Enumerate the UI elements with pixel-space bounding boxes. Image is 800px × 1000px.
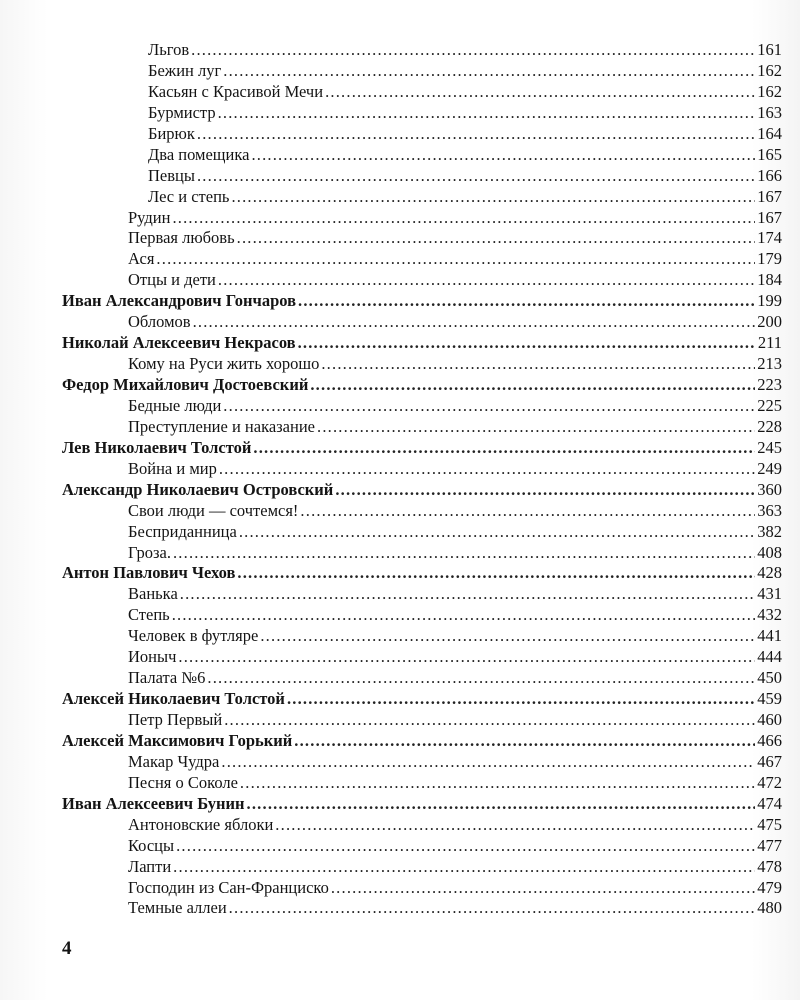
toc-entry-title: Лес и степь (148, 186, 230, 206)
toc-entry-page: 228 (757, 416, 782, 436)
toc-entry-page: 382 (757, 521, 782, 541)
toc-work-entry (62, 166, 782, 187)
toc-work-entry (62, 228, 782, 249)
toc-entry-title: Иван Александрович Гончаров (62, 291, 296, 311)
dot-leader (298, 291, 755, 312)
toc-entry-title: Иван Алексеевич Бунин (62, 793, 245, 813)
dot-leader (176, 836, 755, 857)
dot-leader (231, 187, 755, 208)
toc-work-entry (62, 103, 782, 124)
dot-leader (221, 752, 755, 773)
dot-leader (335, 480, 755, 501)
toc-entry-page: 363 (757, 500, 782, 520)
toc-entry-title: Преступление и наказание (128, 416, 315, 436)
toc-author-entry (62, 480, 782, 501)
toc-entry-page: 450 (757, 668, 782, 688)
toc-author-entry (62, 291, 782, 312)
toc-entry-page: 164 (757, 123, 782, 143)
toc-author-entry (62, 689, 782, 710)
toc-work-entry (62, 501, 782, 522)
toc-entry-page: 431 (757, 584, 782, 604)
toc-entry-title: Темные аллеи (128, 898, 227, 918)
toc-entry-page: 166 (757, 165, 782, 185)
toc-work-entry (62, 647, 782, 668)
toc-work-entry (62, 187, 782, 208)
toc-entry-title: Алексей Николаевич Толстой (62, 689, 285, 709)
dot-leader (229, 898, 756, 919)
toc-entry-page: 249 (757, 458, 782, 478)
toc-work-entry (62, 145, 782, 166)
toc-entry-page: 459 (757, 689, 782, 709)
toc-entry-page: 162 (757, 81, 782, 101)
dot-leader (224, 710, 755, 731)
toc-entry-title: Антоновские яблоки (128, 814, 274, 834)
dot-leader (207, 668, 755, 689)
toc-entry-page: 460 (757, 710, 782, 729)
dot-leader (251, 145, 755, 166)
toc-entry-title: Ася (128, 249, 155, 269)
toc-author-entry (62, 731, 782, 752)
toc-work-entry (62, 668, 782, 689)
toc-entry-page: 467 (757, 751, 782, 771)
dot-leader (240, 773, 755, 794)
toc-entry-title: Макар Чудра (128, 751, 220, 771)
toc-work-entry (62, 710, 782, 731)
toc-entry-title: Война и мир (128, 458, 217, 478)
toc-work-entry (62, 61, 782, 82)
dot-leader (310, 375, 755, 396)
toc-work-entry (62, 354, 782, 375)
dot-leader (197, 124, 755, 145)
dot-leader (275, 815, 755, 836)
toc-entry-title: Касьян с Красивой Мечи (148, 81, 324, 101)
dot-leader (173, 857, 755, 878)
toc-entry-page: 472 (757, 772, 782, 792)
toc-entry-page: 432 (757, 605, 782, 625)
toc-entry-page: 184 (757, 270, 782, 290)
toc-entry-title: Льгов (148, 40, 190, 59)
dot-leader (300, 501, 755, 522)
toc-work-entry (62, 584, 782, 605)
dot-leader (331, 878, 755, 899)
toc-entry-title: Обломов (128, 312, 191, 332)
toc-work-entry (62, 752, 782, 773)
toc-work-entry (62, 40, 782, 61)
toc-entry-title: Свои люди — сочтемся! (128, 500, 299, 520)
toc-work-entry (62, 522, 782, 543)
dot-leader (223, 61, 755, 82)
toc-work-entry (62, 82, 782, 103)
dot-leader (197, 166, 755, 187)
page-number: 4 (62, 938, 72, 959)
dot-leader (237, 228, 756, 249)
toc-author-entry (62, 438, 782, 459)
toc-work-entry (62, 898, 782, 919)
toc-entry-title: Отцы и дети (128, 270, 216, 290)
toc-entry-page: 478 (757, 856, 782, 876)
toc-entry-title: Степь (128, 605, 170, 625)
toc-entry-title: Песня о Соколе (128, 772, 238, 792)
toc-entry-title: Гроза. (128, 542, 171, 562)
dot-leader (219, 459, 755, 480)
toc-entry-title: Лев Николаевич Толстой (62, 437, 252, 457)
toc-entry-title: Антон Павлович Чехов (62, 563, 236, 583)
toc-entry-page: 199 (757, 291, 782, 311)
dot-leader (223, 396, 755, 417)
dot-leader (193, 312, 756, 333)
toc-entry-page: 428 (757, 563, 782, 583)
toc-entry-title: Рудин (128, 207, 171, 227)
toc-author-entry (62, 333, 782, 354)
toc-work-entry (62, 396, 782, 417)
dot-leader (247, 794, 756, 815)
toc-entry-title: Бедные люди (128, 395, 222, 415)
toc-author-entry (62, 563, 782, 584)
toc-entry-page: 161 (757, 40, 782, 59)
dot-leader (156, 249, 755, 270)
toc-work-entry (62, 543, 782, 564)
toc-entry-page: 167 (757, 207, 782, 227)
dot-leader (180, 584, 755, 605)
toc-work-entry (62, 626, 782, 647)
toc-entry-page: 444 (757, 647, 782, 667)
toc-entry-page: 223 (757, 375, 782, 394)
toc-entry-page: 479 (757, 877, 782, 897)
toc-work-entry (62, 857, 782, 878)
table-of-contents (62, 40, 782, 919)
toc-entry-title: Кому на Руси жить хорошо (128, 354, 320, 374)
toc-work-entry (62, 878, 782, 899)
toc-entry-page: 179 (757, 249, 782, 269)
toc-entry-page: 480 (757, 898, 782, 918)
toc-entry-title: Бесприданница (128, 521, 237, 541)
toc-work-entry (62, 249, 782, 270)
toc-work-entry (62, 270, 782, 291)
toc-entry-page: 360 (757, 479, 782, 499)
toc-entry-page: 165 (757, 144, 782, 164)
toc-author-entry (62, 375, 782, 396)
dot-leader (178, 647, 755, 668)
toc-entry-title: Косцы (128, 835, 175, 855)
toc-entry-title: Бирюк (148, 123, 195, 143)
toc-entry-title: Ванька (128, 584, 178, 604)
toc-entry-page: 245 (757, 437, 782, 457)
toc-work-entry (62, 312, 782, 333)
toc-entry-page: 211 (757, 333, 782, 353)
toc-entry-title: Ионыч (128, 647, 177, 667)
dot-leader (237, 563, 755, 584)
dot-leader (239, 522, 755, 543)
toc-entry-title: Бежин луг (148, 60, 222, 80)
dot-leader (298, 333, 756, 354)
toc-work-entry (62, 605, 782, 626)
dot-leader (191, 40, 755, 61)
toc-work-entry (62, 836, 782, 857)
toc-entry-page: 167 (757, 186, 782, 206)
toc-entry-page: 408 (757, 542, 782, 562)
dot-leader (218, 103, 756, 124)
toc-entry-page: 477 (757, 835, 782, 855)
toc-entry-title: Палата №6 (128, 668, 206, 688)
dot-leader (321, 354, 755, 375)
toc-entry-page: 163 (757, 102, 782, 122)
toc-entry-title: Алексей Максимович Горький (62, 730, 293, 750)
toc-entry-page: 213 (757, 354, 782, 374)
dot-leader (260, 626, 755, 647)
toc-entry-title: Господин из Сан-Франциско (128, 877, 329, 897)
dot-leader (294, 731, 755, 752)
toc-entry-title: Петр Первый (128, 710, 223, 729)
toc-entry-title: Первая любовь (128, 228, 235, 248)
toc-entry-page: 474 (757, 793, 782, 813)
toc-entry-title: Николай Алексеевич Некрасов (62, 333, 296, 353)
toc-work-entry (62, 773, 782, 794)
toc-entry-page: 200 (757, 312, 782, 332)
toc-work-entry (62, 459, 782, 480)
dot-leader (325, 82, 755, 103)
toc-entry-page: 174 (757, 228, 782, 248)
toc-author-entry (62, 794, 782, 815)
dot-leader (172, 605, 756, 626)
toc-entry-title: Лапти (128, 856, 172, 876)
toc-work-entry (62, 124, 782, 145)
toc-work-entry (62, 815, 782, 836)
toc-entry-page: 441 (757, 626, 782, 646)
toc-entry-title: Человек в футляре (128, 626, 259, 646)
toc-entry-title: Бурмистр (148, 102, 216, 122)
toc-entry-title: Федор Михайлович Достоевский (62, 375, 309, 394)
toc-entry-title: Певцы (148, 165, 195, 185)
dot-leader (218, 270, 755, 291)
toc-entry-page: 162 (757, 60, 782, 80)
toc-entry-page: 475 (757, 814, 782, 834)
toc-work-entry (62, 417, 782, 438)
dot-leader (173, 543, 755, 564)
toc-entry-title: Александр Николаевич Островский (62, 479, 334, 499)
dot-leader (253, 438, 755, 459)
dot-leader (287, 689, 755, 710)
toc-work-entry (62, 208, 782, 229)
toc-entry-title: Два помещика (148, 144, 250, 164)
toc-entry-page: 225 (757, 395, 782, 415)
dot-leader (317, 417, 755, 438)
dot-leader (172, 208, 755, 229)
toc-entry-page: 466 (757, 730, 782, 750)
